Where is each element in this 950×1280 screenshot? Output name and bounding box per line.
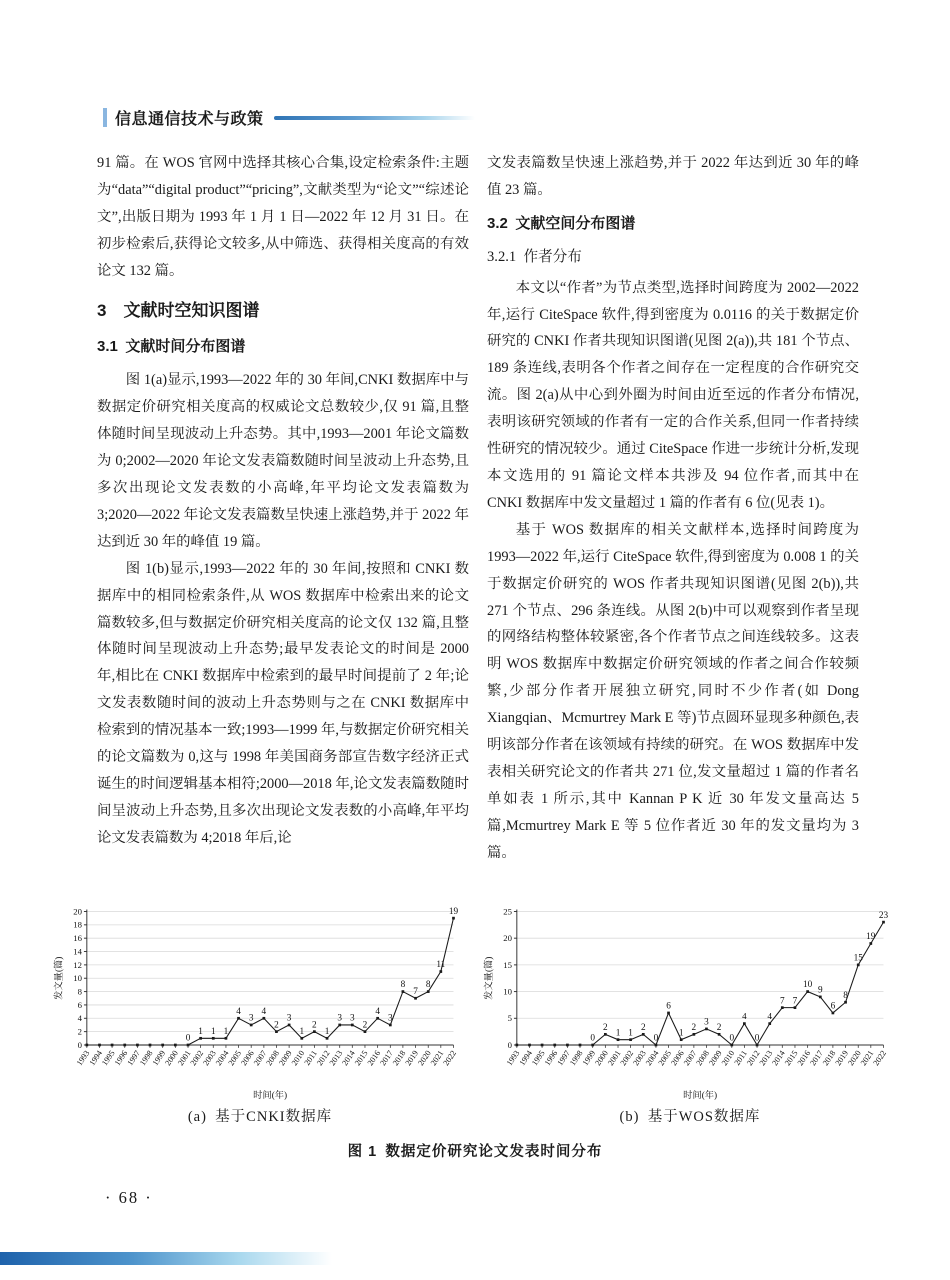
svg-text:1993: 1993 [74, 1048, 92, 1068]
svg-text:3: 3 [337, 1013, 343, 1024]
svg-text:2020: 2020 [416, 1048, 433, 1068]
svg-text:2018: 2018 [820, 1048, 838, 1068]
svg-text:2002: 2002 [188, 1048, 206, 1068]
svg-text:2013: 2013 [327, 1048, 345, 1068]
svg-text:2014: 2014 [770, 1048, 787, 1068]
svg-text:1998: 1998 [568, 1048, 585, 1068]
svg-text:0: 0 [590, 1033, 595, 1044]
svg-text:1: 1 [223, 1026, 229, 1037]
svg-text:19: 19 [866, 932, 876, 943]
paragraph-figure1a-analysis: 图 1(a)显示,1993—2022 年的 30 年间,CNKI 数据库中与数据定价研究相关度高的权威论文总数较少,仅 91 篇,且整体随时间呈现波动上升态势。其中,1993—2001 年论文篇数为 0;2002—2020 年论文发表篇数随时间呈波动上升态势,且多次出现论文发表数的小高峰,年平均论文发表篇数为 3;2020—2022 年论文发表篇数呈快速上涨趋势,并于 2022 年达到近 30 年的峰值 19 篇。 [97, 372, 469, 550]
svg-text:2003: 2003 [201, 1048, 218, 1068]
svg-text:2011: 2011 [732, 1048, 749, 1068]
svg-text:2: 2 [77, 1026, 82, 1037]
svg-text:1996: 1996 [542, 1048, 560, 1068]
svg-text:1999: 1999 [150, 1048, 168, 1068]
svg-text:20: 20 [73, 906, 82, 917]
journal-header [103, 106, 475, 129]
svg-text:1: 1 [678, 1028, 684, 1039]
svg-text:18: 18 [73, 919, 82, 930]
svg-text:6: 6 [77, 999, 82, 1010]
svg-text:2001: 2001 [176, 1048, 193, 1068]
svg-text:2012: 2012 [315, 1048, 332, 1068]
svg-text:2: 2 [716, 1022, 722, 1033]
svg-text:发文量(篇): 发文量(篇) [484, 956, 495, 1000]
svg-text:10: 10 [803, 980, 813, 991]
svg-text:2005: 2005 [226, 1048, 244, 1068]
svg-text:2006: 2006 [669, 1048, 686, 1068]
svg-text:4: 4 [261, 1006, 267, 1017]
svg-text:2008: 2008 [264, 1048, 282, 1068]
svg-text:25: 25 [503, 906, 512, 917]
svg-text:15: 15 [853, 953, 863, 964]
svg-text:2: 2 [603, 1022, 608, 1033]
header-gradient-line [274, 116, 475, 120]
svg-text:2: 2 [640, 1022, 646, 1033]
svg-text:2015: 2015 [782, 1048, 800, 1068]
svg-text:1996: 1996 [112, 1048, 130, 1068]
svg-text:2016: 2016 [795, 1048, 813, 1068]
svg-text:2005: 2005 [656, 1048, 674, 1068]
svg-text:2004: 2004 [643, 1048, 661, 1068]
svg-text:1: 1 [615, 1028, 621, 1039]
svg-text:6: 6 [666, 1001, 671, 1012]
svg-text:1: 1 [628, 1028, 633, 1039]
svg-text:23: 23 [878, 910, 889, 921]
svg-text:1995: 1995 [530, 1048, 547, 1068]
svg-text:0: 0 [77, 1039, 82, 1050]
svg-text:2010: 2010 [719, 1048, 737, 1068]
svg-text:3: 3 [286, 1013, 292, 1024]
svg-text:5: 5 [507, 1013, 512, 1024]
svg-text:2000: 2000 [593, 1048, 610, 1068]
svg-text:4: 4 [77, 1013, 82, 1024]
svg-text:2019: 2019 [403, 1048, 421, 1068]
svg-text:2: 2 [274, 1020, 279, 1031]
svg-text:2009: 2009 [277, 1048, 294, 1068]
svg-text:0: 0 [653, 1033, 659, 1044]
svg-text:8: 8 [425, 980, 431, 991]
svg-text:1: 1 [299, 1026, 305, 1037]
svg-text:8: 8 [843, 990, 848, 1001]
svg-text:11: 11 [436, 960, 446, 971]
svg-text:6: 6 [830, 1001, 836, 1012]
paragraph-author-cnki: 本文以“作者”为节点类型,选择时间跨度为 2002—2022 年,运行 CiteSpace 软件,得到密度为 0.0116 的关于数据定价研究的 CNKI 作者共现知识图谱(见图 2(a)),共 181 个节点、189 条连线,表明各个作者之间存在一定程度的合作研究交流。图 2(a)从中心到外圈为时间由近至远的作者分布情况,表明该研究领域的作者有一定的合作关系,但同一作者持续性研究的情况较少。通过 CiteSpace 作进一步统计分析,发现本文选用的 91 篇论文样本共涉及 94 位作者,而其中在 CNKI 数据库中发文量超过 1 篇的作者有 6 位(见表 1)。 [487, 279, 859, 511]
chart-wos-publication-trend [482, 896, 898, 1103]
svg-text:1997: 1997 [125, 1048, 142, 1068]
svg-text:2009: 2009 [707, 1048, 724, 1068]
svg-text:1999: 1999 [580, 1048, 598, 1068]
paragraph-continued-from-left-column: 文发表篇数呈快速上涨趋势,并于 2022 年达到近 30 年的峰值 23 篇。 [487, 155, 859, 198]
figure-1b-caption: (b) 基于WOS数据库 [619, 1109, 761, 1126]
svg-text:2: 2 [312, 1020, 317, 1031]
svg-text:2019: 2019 [833, 1048, 851, 1068]
svg-text:9: 9 [817, 985, 823, 996]
svg-text:1994: 1994 [517, 1048, 535, 1068]
svg-text:2014: 2014 [340, 1048, 357, 1068]
svg-text:2001: 2001 [606, 1048, 623, 1068]
journal-title: 信息通信技术与政策 [115, 111, 264, 128]
svg-text:3: 3 [704, 1017, 709, 1028]
figure-1a [52, 896, 468, 1126]
svg-text:8: 8 [400, 980, 406, 991]
svg-text:2006: 2006 [239, 1048, 256, 1068]
svg-text:20: 20 [503, 933, 512, 944]
svg-text:2021: 2021 [858, 1048, 876, 1068]
svg-text:2007: 2007 [681, 1048, 699, 1068]
paragraph-author-wos: 基于 WOS 数据库的相关文献样本,选择时间跨度为 1993—2022 年,运行 CiteSpace 软件,得到密度为 0.008 1 的关于数据定价研究的 WOS 作者共现知识图谱(见图 2(b)),共 271 个节点、296 条连线。从图 2(b)中可以观察到作者呈现的网络结构整体较紧密,各个作者节点之间连线较多。这表明 WOS 数据库中数据定价研究领域的作者之间合作较频繁,少部分作者开展独立研究,同时不少作者(如 Dong Xiangqian、Mcmurtrey Mark E 等)节点圆环显现多种颜色,表明该部分作者在该领域有持续的研究。在 WOS 数据库中发表相关研究论文的作者共 271 位,发文量超过 1 篇的作者名单如表 1 所示,其中 Kannan P K 近 30 年发文量高达 5 篇,Mcmurtrey Mark E 等 5 位作者近 30 年的发文量均为 3 篇。 [487, 521, 859, 861]
svg-text:时间(年): 时间(年) [683, 1091, 718, 1102]
svg-text:2016: 2016 [365, 1048, 383, 1068]
svg-text:7: 7 [779, 996, 785, 1007]
svg-text:16: 16 [73, 933, 82, 944]
svg-text:3: 3 [248, 1013, 254, 1024]
svg-text:1994: 1994 [87, 1048, 105, 1068]
figure-1a-caption: (a) 基于CNKI数据库 [187, 1109, 333, 1126]
svg-text:2020: 2020 [846, 1048, 863, 1068]
right-column [487, 150, 859, 898]
svg-text:3: 3 [349, 1013, 355, 1024]
svg-text:1993: 1993 [504, 1048, 522, 1068]
figure-1 [52, 896, 898, 1126]
svg-text:10: 10 [73, 973, 82, 984]
section-3-2-heading: 3.2 文献空间分布图谱 [487, 214, 636, 232]
section-3-heading: 3 文献时空知识图谱 [97, 300, 260, 320]
svg-text:1: 1 [210, 1026, 216, 1037]
svg-text:4: 4 [375, 1006, 380, 1017]
svg-text:2010: 2010 [289, 1048, 307, 1068]
svg-text:0: 0 [754, 1033, 760, 1044]
page-number: · 68 · [105, 1188, 153, 1207]
svg-text:2012: 2012 [745, 1048, 762, 1068]
svg-text:4: 4 [742, 1012, 747, 1023]
section-3-2-1-heading: 3.2.1 作者分布 [487, 248, 582, 265]
svg-text:时间(年): 时间(年) [253, 1091, 288, 1102]
svg-text:0: 0 [729, 1033, 735, 1044]
svg-text:1: 1 [198, 1026, 203, 1037]
svg-text:1: 1 [324, 1026, 330, 1037]
svg-text:2022: 2022 [871, 1048, 889, 1068]
svg-text:15: 15 [503, 959, 512, 970]
svg-text:2: 2 [691, 1022, 697, 1033]
svg-text:1997: 1997 [555, 1048, 572, 1068]
section-3-1-heading: 3.1 文献时间分布图谱 [97, 338, 246, 356]
svg-text:2011: 2011 [302, 1048, 319, 1068]
header-accent-bar-icon [103, 108, 107, 127]
figure-1b [482, 896, 898, 1126]
svg-text:2013: 2013 [757, 1048, 775, 1068]
svg-text:2015: 2015 [352, 1048, 370, 1068]
svg-text:14: 14 [73, 946, 82, 957]
paragraph-figure1b-analysis: 图 1(b)显示,1993—2022 年的 30 年间,按照和 CNKI 数据库中的相同检索条件,从 WOS 数据库中检索出来的论文篇数较多,但与数据定价研究相关度高的论文仅 132 篇,且整体随时间呈现波动上升态势;最早发表论文的时间是 2000 年,相比在 CNKI 数据库中检索到的最早时间提前了 2 年;论文发表数随时间的波动上升态势则与之在 CNKI 数据库中检索到的情况基本一致;1993—1999 年,与数据定价研究相关的论文篇数为 0,这与 1998 年美国商务部宣告数字经济正式诞生的时间逻辑基本相符;2000—2018 年,论文发表篇数随时间呈波动上升态势,且多次出现论文发表数的小高峰,年平均论文发表篇数为 4;2018 年后,论 [97, 560, 469, 846]
svg-text:2008: 2008 [694, 1048, 712, 1068]
chart-cnki-publication-trend [52, 896, 468, 1103]
svg-text:发文量(篇): 发文量(篇) [54, 956, 65, 1000]
svg-text:7: 7 [413, 986, 418, 997]
svg-text:1998: 1998 [138, 1048, 155, 1068]
svg-text:2004: 2004 [213, 1048, 231, 1068]
paragraph-continued-from-previous-page: 91 篇。在 WOS 官网中选择其核心合集,设定检索条件:主题为“data”“digital product”“pricing”,文献类型为“论文”“综述论文”,出版日期为 1993 年 1 月 1 日—2022 年 12 月 31 日。在初步检索后,获得论文较多,从中筛选、获得相关度高的有效论文 132 篇。 [97, 155, 469, 279]
svg-text:3: 3 [387, 1013, 393, 1024]
svg-text:2021: 2021 [428, 1048, 446, 1068]
left-column [97, 150, 469, 898]
svg-text:10: 10 [503, 986, 512, 997]
svg-text:2002: 2002 [618, 1048, 636, 1068]
svg-text:2000: 2000 [163, 1048, 180, 1068]
svg-text:0: 0 [185, 1033, 191, 1044]
footer-gradient-bar [0, 1252, 332, 1265]
svg-text:2007: 2007 [251, 1048, 269, 1068]
svg-text:12: 12 [73, 959, 82, 970]
svg-text:2022: 2022 [441, 1048, 459, 1068]
svg-text:7: 7 [792, 996, 798, 1007]
svg-text:4: 4 [767, 1012, 773, 1023]
svg-text:2017: 2017 [378, 1048, 395, 1068]
svg-text:2017: 2017 [808, 1048, 825, 1068]
svg-text:8: 8 [77, 986, 82, 997]
svg-text:1995: 1995 [100, 1048, 117, 1068]
svg-text:2: 2 [362, 1020, 368, 1031]
svg-text:2003: 2003 [631, 1048, 648, 1068]
svg-text:2018: 2018 [390, 1048, 408, 1068]
svg-text:0: 0 [507, 1039, 512, 1050]
svg-text:4: 4 [236, 1006, 241, 1017]
figure-1-main-caption: 图 1 数据定价研究论文发表时间分布 [347, 1144, 603, 1160]
svg-text:19: 19 [448, 906, 459, 917]
